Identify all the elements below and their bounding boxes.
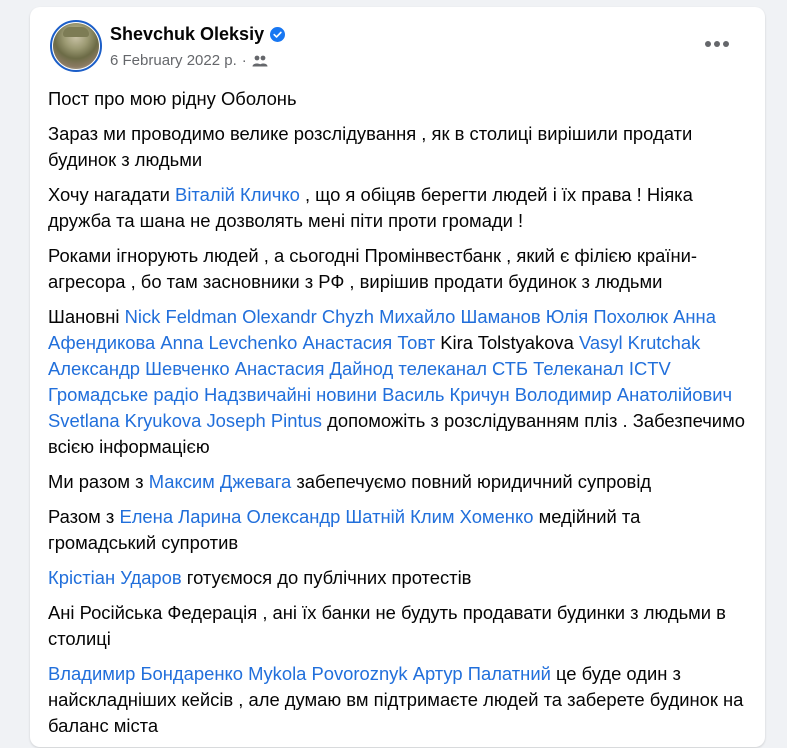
mention-link[interactable]: Василь Кричун [382,384,510,405]
post-paragraph [48,86,753,112]
more-horizontal-icon [714,41,720,47]
meta-separator: · [241,52,247,69]
mention-link[interactable]: Громадське радіо [48,384,199,405]
verified-badge-icon [270,27,285,42]
more-horizontal-icon [705,41,711,47]
post-text-segment: , що я обіцяв берегти людей і їх права ! Ніяка дружба та шана не дозволять мені піти проти громади ! [48,184,693,231]
post-paragraph [48,243,753,295]
post-text-segment: це буде один з найскладніших кейсів , але думаю вм підтримаєте людей та заберете будинок на баланс міста [48,663,744,736]
post-card [30,7,765,747]
post-date[interactable]: 6 February 2022 р. [110,52,237,69]
author-row [110,24,285,45]
post-text-segment: Пост про мою рідну Оболонь [48,88,297,109]
mention-link[interactable]: Максим Джевага [148,471,292,492]
mention-link[interactable]: Володимир Анатолійович [514,384,733,405]
post-text-segment: готуємося до публічних протестів [181,567,472,588]
post-text-segment: Ані Російська Федерація , ані їх банки не будуть продавати будинки з людьми в столиці [48,602,726,649]
mention-link[interactable]: Юлія Похолюк [545,306,668,327]
mention-link[interactable]: Михайло Шаманов [379,306,541,327]
mention-link[interactable]: Надзвичайні новини [203,384,377,405]
mention-link[interactable]: Олександр Шатній [246,506,406,527]
post-text-segment: Kira Tolstyakova [435,332,579,353]
mention-link[interactable]: телеканал СТБ [398,358,529,379]
post-paragraph [48,182,753,234]
mention-link[interactable]: Віталій Кличко [175,184,300,205]
mention-link[interactable]: Крістіан Ударов [48,567,182,588]
mention-link[interactable]: Nick Feldman [124,306,238,327]
mention-link[interactable]: Артур Палатний [412,663,551,684]
post-paragraph [48,600,753,652]
post-paragraph [48,565,753,591]
post-text [48,86,753,748]
post-paragraph [48,304,753,460]
more-options-button[interactable] [699,34,735,54]
mention-link[interactable]: Александр Шевченко [48,358,230,379]
mention-link[interactable]: Olexandr Chyzh [242,306,375,327]
friends-icon[interactable] [252,55,268,67]
mention-link[interactable]: Елена Ларина [119,506,242,527]
mention-link[interactable]: Joseph Pintus [206,410,322,431]
post-paragraph [48,661,753,739]
mention-link[interactable]: Анна Афендикова [48,306,716,353]
author-name[interactable]: Shevchuk Oleksiy [110,24,265,44]
post-text-segment: допоможіть з розслідуванням пліз . Забезпечимо всією інформацією [48,410,745,457]
post-text-segment: забепечуємо повний юридичний супровід [291,471,652,492]
mention-link[interactable]: Телеканал ICTV [533,358,671,379]
post-text-segment: медійний та громадський супротив [48,506,641,553]
post-text-segment: Ми разом з [48,471,149,492]
more-horizontal-icon [723,41,729,47]
post-text-segment: Шановні [48,306,125,327]
mention-link[interactable]: Владимир Бондаренко [48,663,243,684]
mention-link[interactable]: Svetlana Kryukova [48,410,202,431]
post-header [50,20,749,72]
post-text-segment: Хочу нагадати [48,184,176,205]
post-meta [110,52,268,69]
post-paragraph [48,121,753,173]
post-paragraph [48,504,753,556]
post-paragraph [48,469,753,495]
mention-link[interactable]: Клим Хоменко [410,506,534,527]
post-text-segment: Роками ігнорують людей , а сьогодні Промінвестбанк , який є філією країни-агресора , бо там засновники з РФ , вирішив продати будинок з людьми [48,245,697,292]
author-avatar[interactable] [50,20,102,72]
mention-link[interactable]: Anna Levchenko [160,332,298,353]
mention-link[interactable]: Vasyl Krutchak [578,332,701,353]
mention-link[interactable]: Анастасия Дайнод [234,358,394,379]
mention-link[interactable]: Mykola Povoroznyk [248,663,408,684]
profile-photo-icon [53,23,99,69]
post-text-segment: Разом з [48,506,120,527]
post-text-segment: Зараз ми проводимо велике розслідування , як в столиці вирішили продати будинок з людьми [48,123,693,170]
mention-link[interactable]: Анастасия Товт [302,332,436,353]
